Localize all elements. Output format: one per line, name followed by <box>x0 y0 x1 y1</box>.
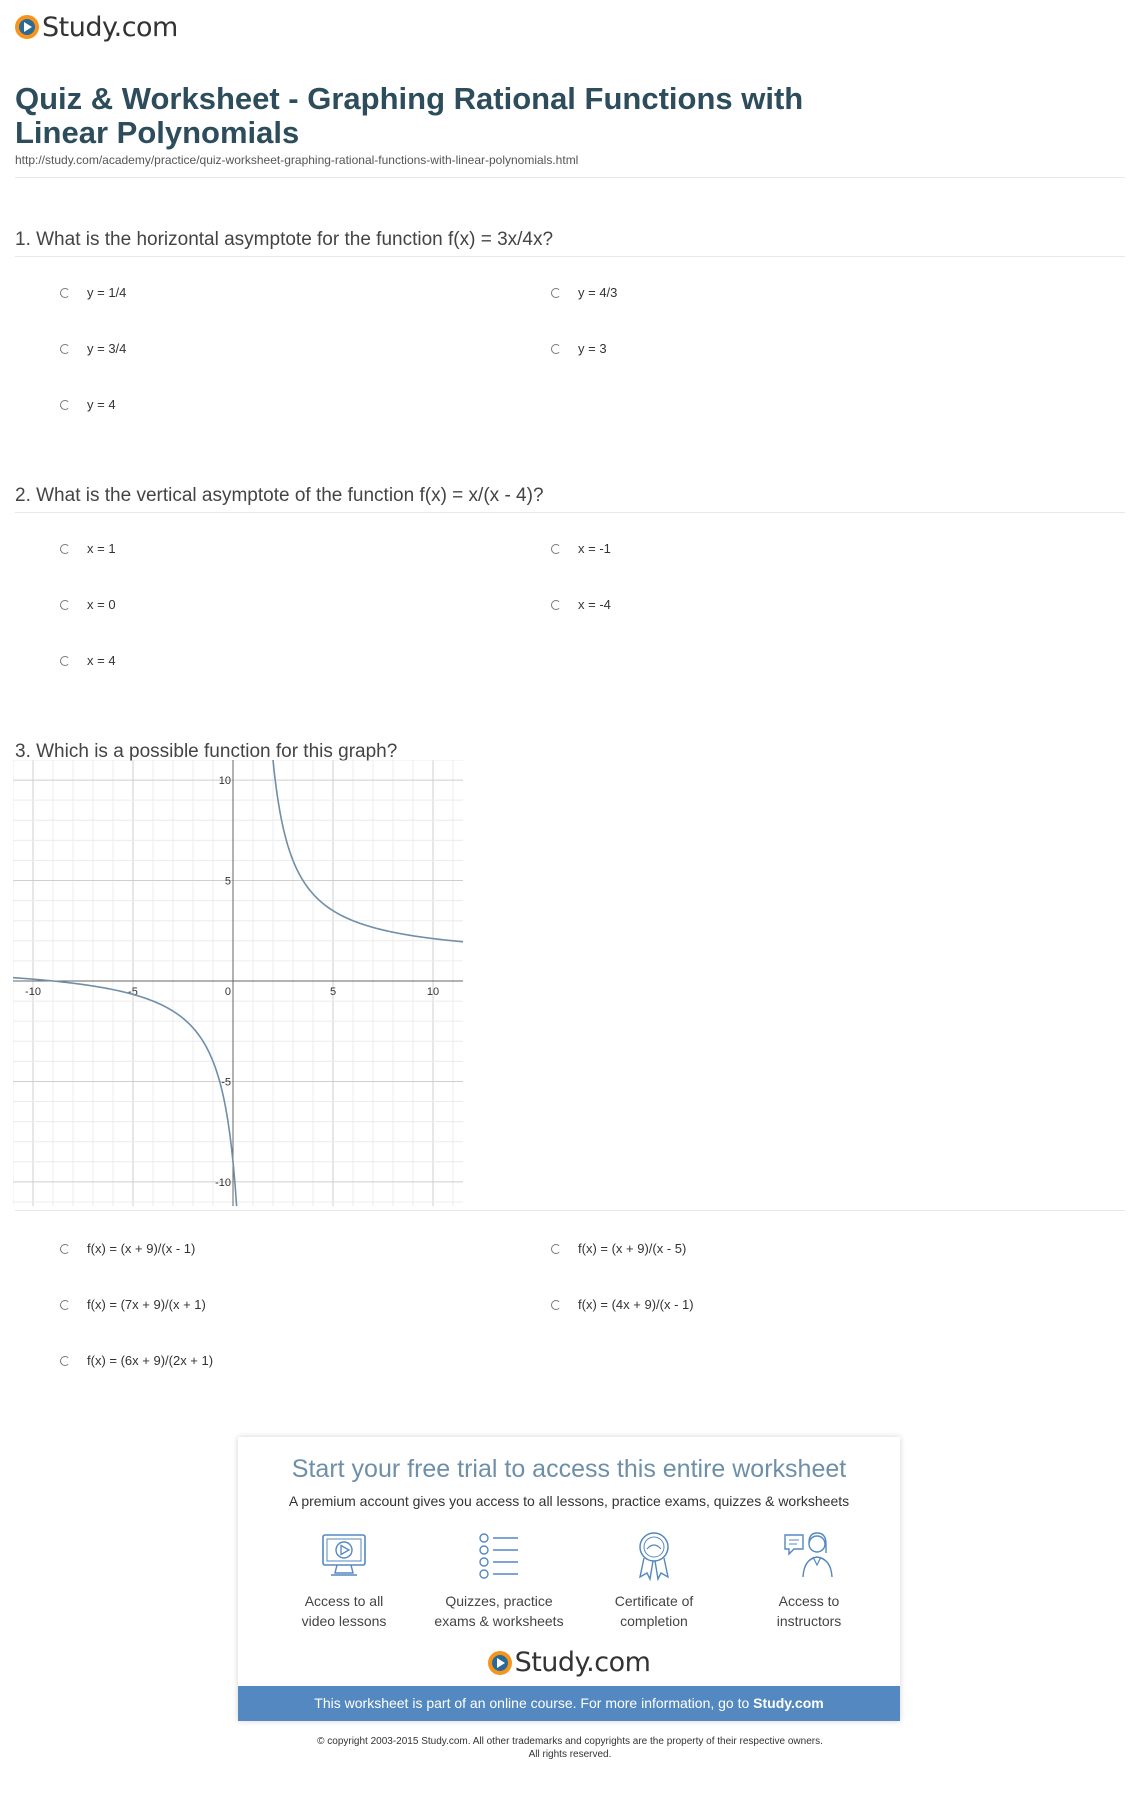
page-title <box>15 82 815 150</box>
video-lesson-icon <box>318 1529 370 1581</box>
feature-video-lessons: Access to all video lessons <box>269 1529 419 1631</box>
q3-option-e[interactable]: f(x) = (6x + 9)/(2x + 1) <box>60 1353 213 1368</box>
studycom-link[interactable]: Study.com <box>753 1695 824 1711</box>
q3-option-c[interactable]: f(x) = (7x + 9)/(x + 1) <box>60 1297 206 1312</box>
q2-option-a[interactable]: x = 1 <box>60 541 116 556</box>
feature-certificate: Certificate of completion <box>579 1529 729 1631</box>
divider <box>15 177 1125 178</box>
q1-option-a[interactable]: y = 1/4 <box>60 285 126 300</box>
y-tick-label: -10 <box>215 1176 231 1189</box>
radio-button[interactable] <box>551 344 561 354</box>
function-graph <box>13 760 463 1206</box>
feature-instructors: Access to instructors <box>734 1529 884 1631</box>
q1-option-c[interactable]: y = 3/4 <box>60 341 126 356</box>
y-tick-label: 5 <box>224 875 231 888</box>
radio-button[interactable] <box>60 288 70 298</box>
radio-button[interactable] <box>551 544 561 554</box>
q2-option-e[interactable]: x = 4 <box>60 653 116 668</box>
x-tick-label: 5 <box>329 985 337 998</box>
divider <box>15 1210 1125 1211</box>
x-tick-label: -10 <box>25 985 41 998</box>
radio-button[interactable] <box>551 1244 561 1254</box>
function-curve <box>272 760 463 942</box>
q1-option-b[interactable]: y = 4/3 <box>551 285 617 300</box>
q2-option-c[interactable]: x = 0 <box>60 597 116 612</box>
y-tick-label: 10 <box>218 775 231 788</box>
question-1-text: 1. What is the horizontal asymptote for the function f(x) = 3x/4x? <box>15 229 554 250</box>
q3-option-a[interactable]: f(x) = (x + 9)/(x - 1) <box>60 1241 195 1256</box>
radio-button[interactable] <box>60 1356 70 1366</box>
question-2-text: 2. What is the vertical asymptote of the function f(x) = x/(x - 4)? <box>15 485 544 506</box>
x-tick-label: 10 <box>426 985 440 998</box>
q2-option-b[interactable]: x = -1 <box>551 541 611 556</box>
play-logo-icon <box>488 1651 512 1675</box>
radio-button[interactable] <box>60 1300 70 1310</box>
q2-option-d[interactable]: x = -4 <box>551 597 611 612</box>
radio-button[interactable] <box>60 1244 70 1254</box>
promo-title[interactable]: Start your free trial to access this entire worksheet <box>291 1455 847 1483</box>
divider <box>15 256 1125 257</box>
radio-button[interactable] <box>60 600 70 610</box>
certificate-icon <box>628 1529 680 1581</box>
play-logo-icon <box>15 15 39 39</box>
radio-button[interactable] <box>60 656 70 666</box>
radio-button[interactable] <box>551 288 561 298</box>
checklist-icon <box>473 1529 525 1581</box>
q1-option-d[interactable]: y = 3 <box>551 341 607 356</box>
free-trial-promo <box>238 1437 900 1721</box>
x-tick-label: -5 <box>128 985 138 998</box>
page-title-line1: Quiz & Worksheet - Graphing Rational Functions with <box>15 81 804 116</box>
q3-option-b[interactable]: f(x) = (x + 9)/(x - 5) <box>551 1241 686 1256</box>
feature-quizzes: Quizzes, practice exams & worksheets <box>424 1529 574 1631</box>
copyright: © copyright 2003-2015 Study.com. All other trademarks and copyrights are the property of their respective owners. All rights reserved. <box>317 1736 823 1760</box>
promo-subtitle: A premium account gives you access to all lessons, practice exams, quizzes & worksheets <box>288 1493 850 1509</box>
y-tick-label: -5 <box>221 1076 231 1089</box>
function-curve <box>13 978 237 1206</box>
question-3-text: 3. Which is a possible function for this graph? <box>15 741 398 762</box>
radio-button[interactable] <box>60 344 70 354</box>
studycom-logo[interactable] <box>15 12 178 42</box>
page-title-line2: Linear Polynomials <box>15 115 300 150</box>
q1-option-e[interactable]: y = 4 <box>60 397 116 412</box>
radio-button[interactable] <box>60 400 70 410</box>
logo-text: Study.com <box>42 11 178 43</box>
radio-button[interactable] <box>60 544 70 554</box>
instructor-icon <box>781 1529 837 1581</box>
q3-option-d[interactable]: f(x) = (4x + 9)/(x - 1) <box>551 1297 694 1312</box>
radio-button[interactable] <box>551 1300 561 1310</box>
divider <box>15 512 1125 513</box>
promo-logo[interactable]: Study.com <box>238 1647 900 1678</box>
page-url: http://study.com/academy/practice/quiz-worksheet-graphing-rational-functions-with-linear-polynomials.html <box>15 153 579 167</box>
course-info-bar: This worksheet is part of an online course. For more information, go to Study.com <box>238 1686 900 1721</box>
x-tick-label: 0 <box>224 985 231 998</box>
radio-button[interactable] <box>551 600 561 610</box>
